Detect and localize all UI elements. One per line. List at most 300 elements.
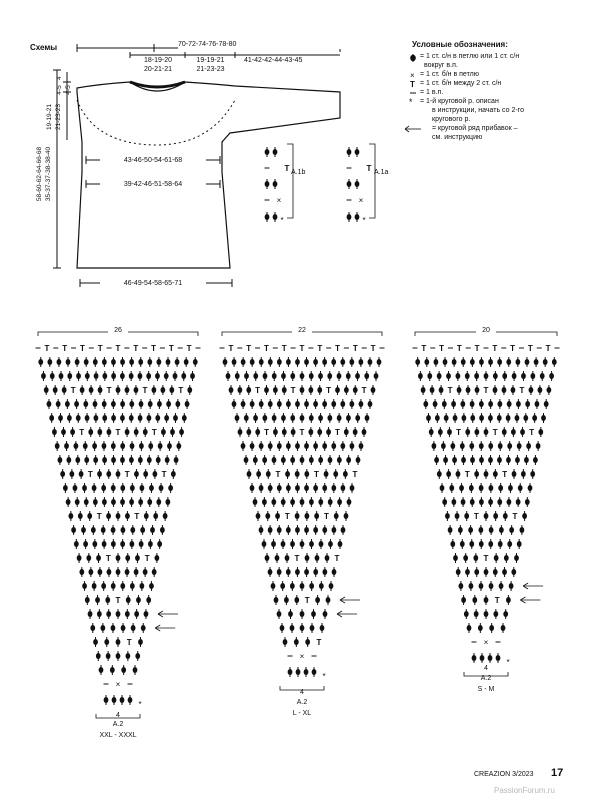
dc-stitch-symbol (421, 385, 426, 395)
dc-stitch-symbol (166, 399, 171, 409)
dc-stitch-symbol (274, 595, 279, 605)
dc-stitch-symbol (92, 483, 97, 493)
neck-left-line1: 18-19-20 (143, 57, 173, 64)
dc-stitch-symbol (465, 427, 470, 437)
dc-stitch-symbol (93, 497, 98, 507)
dc-stitch-symbol (430, 385, 435, 395)
sc-between-symbol: T (529, 428, 535, 437)
dc-stitch-symbol (65, 399, 70, 409)
dc-stitch-symbol (164, 371, 169, 381)
dc-stitch-symbol (84, 497, 89, 507)
dc-stitch-symbol (106, 651, 111, 661)
dc-stitch-symbol (268, 483, 273, 493)
dc-stitch-symbol (536, 441, 541, 451)
dc-stitch-symbol (532, 413, 537, 423)
footer-magazine: CREAZION 3/2023 (474, 771, 534, 778)
dc-stitch-symbol (128, 695, 133, 705)
dc-stitch-symbol (241, 441, 246, 451)
dc-stitch-symbol (300, 609, 305, 619)
dc-stitch-symbol (290, 581, 295, 591)
vert-small-1: 4 (56, 76, 63, 80)
dc-stitch-symbol (104, 695, 109, 705)
chart2-name: A.2 (296, 699, 308, 706)
dc-stitch-symbol (453, 413, 458, 423)
dc-stitch-symbol (152, 469, 157, 479)
dc-stitch-symbol (272, 371, 277, 381)
dc-stitch-symbol (129, 371, 134, 381)
dc-stitch-symbol (169, 385, 174, 395)
dc-stitch-symbol (157, 539, 162, 549)
dc-stitch-symbol (329, 581, 334, 591)
dc-stitch-symbol (134, 609, 139, 619)
dc-stitch-symbol (497, 399, 502, 409)
dc-stitch-symbol (439, 385, 444, 395)
dc-stitch-symbol (460, 399, 465, 409)
dc-stitch-symbol (281, 497, 286, 507)
dc-stitch-symbol (226, 371, 231, 381)
dc-stitch-symbol (160, 385, 165, 395)
dc-stitch-symbol (488, 539, 493, 549)
dc-stitch-symbol (446, 469, 451, 479)
dc-stitch-symbol (313, 399, 318, 409)
dc-stitch-symbol (300, 385, 305, 395)
increase-row-arrow (155, 625, 175, 631)
dc-stitch-symbol (155, 413, 160, 423)
neck-left-line2: 20-21-21 (143, 66, 173, 73)
dc-stitch-symbol (277, 441, 282, 451)
dc-stitch-symbol (126, 595, 131, 605)
legend-line-6: = 1-й круговой р. описан (420, 98, 499, 105)
dc-stitch-symbol (331, 483, 336, 493)
dc-stitch-symbol (129, 399, 134, 409)
dc-stitch-symbol (346, 455, 351, 465)
sc-between-symbol: T (105, 554, 111, 563)
sc-between-symbol: T (334, 428, 340, 437)
dc-stitch-symbol (66, 497, 71, 507)
dc-stitch-symbol (130, 441, 135, 451)
dc-stitch-symbol (305, 637, 310, 647)
dc-stitch-symbol (150, 525, 155, 535)
dc-stitch-symbol (459, 581, 464, 591)
dc-stitch-symbol (75, 497, 80, 507)
dc-stitch-symbol (318, 413, 323, 423)
dc-stitch-symbol (461, 497, 466, 507)
dc-stitch-symbol (498, 539, 503, 549)
sc-between-symbol: T (334, 554, 340, 563)
dc-stitch-symbol (148, 399, 153, 409)
dc-stitch-symbol (288, 667, 293, 677)
dc-stitch-symbol (444, 413, 449, 423)
dc-stitch-symbol (85, 371, 90, 381)
dc-stitch-symbol (311, 609, 316, 619)
dc-stitch-symbol (294, 637, 299, 647)
dc-stitch-symbol (474, 371, 479, 381)
dc-stitch-symbol (479, 581, 484, 591)
dc-stitch-symbol (325, 553, 330, 563)
page-title: Схемы (30, 43, 58, 52)
dc-stitch-symbol (111, 357, 116, 367)
dc-stitch-symbol (474, 469, 479, 479)
dc-stitch-symbol (102, 441, 107, 451)
dc-stitch-symbol (175, 399, 180, 409)
dc-stitch-symbol (246, 427, 251, 437)
dc-stitch-symbol (456, 469, 461, 479)
dc-stitch-symbol (349, 357, 354, 367)
dc-stitch-symbol (105, 595, 110, 605)
sc-between-symbol: T (106, 386, 112, 395)
dc-stitch-symbol (116, 385, 121, 395)
dc-stitch-symbol (106, 469, 111, 479)
dc-stitch-symbol (170, 427, 175, 437)
dc-stitch-symbol (58, 455, 63, 465)
dc-stitch-symbol (295, 483, 300, 493)
dc-stitch-symbol (273, 427, 278, 437)
dc-stitch-symbol (281, 413, 286, 423)
dc-stitch-symbol (101, 581, 106, 591)
sc-between-symbol: T (366, 164, 372, 173)
sleeve-length-label: 41-42-42-44-43-45 (244, 57, 303, 64)
dc-stitch-symbol (547, 385, 552, 395)
dc-stitch-symbol (129, 413, 134, 423)
dc-stitch-symbol (504, 553, 509, 563)
dc-stitch-symbol (69, 469, 74, 479)
dc-stitch-symbol (50, 371, 55, 381)
dc-stitch-symbol (450, 441, 455, 451)
dc-stitch-symbol (272, 413, 277, 423)
dc-stitch-symbol (328, 497, 333, 507)
dc-stitch-symbol (317, 427, 322, 437)
dc-stitch-symbol (235, 413, 240, 423)
dc-stitch-symbol (85, 413, 90, 423)
dc-stitch-symbol (167, 441, 172, 451)
dc-stitch-symbol (147, 497, 152, 507)
dc-stitch-symbol (300, 581, 305, 591)
dc-stitch-symbol (332, 567, 337, 577)
dc-stitch-symbol (538, 427, 543, 437)
dc-stitch-symbol (511, 385, 516, 395)
sc-between-symbol: T (79, 344, 85, 353)
dc-stitch-symbol (534, 357, 539, 367)
dc-stitch-symbol (443, 357, 448, 367)
dc-stitch-symbol (87, 511, 92, 521)
dc-stitch-symbol (111, 399, 116, 409)
dc-stitch-symbol (88, 609, 93, 619)
dc-stitch-symbol (166, 357, 171, 367)
dc-stitch-symbol (116, 511, 121, 521)
dc-stitch-symbol (304, 667, 309, 677)
dc-stitch-symbol (102, 357, 107, 367)
dc-stitch-symbol (58, 413, 63, 423)
dc-stitch-symbol (235, 371, 240, 381)
dc-stitch-symbol (472, 653, 477, 663)
dc-stitch-symbol (521, 469, 526, 479)
dc-stitch-symbol (106, 511, 111, 521)
dc-stitch-symbol (514, 553, 519, 563)
dc-stitch-symbol (448, 525, 453, 535)
sc-between-symbol: T (115, 344, 121, 353)
dc-stitch-symbol (315, 595, 320, 605)
dc-stitch-symbol (314, 511, 319, 521)
dc-stitch-symbol (503, 609, 508, 619)
sc-between-symbol: T (284, 512, 290, 521)
sc-between-symbol: T (133, 344, 139, 353)
sc-between-symbol: T (492, 344, 498, 353)
dc-stitch-symbol (502, 385, 507, 395)
dc-stitch-symbol (102, 399, 107, 409)
dc-stitch-symbol (63, 483, 68, 493)
dc-stitch-symbol (82, 581, 87, 591)
dc-stitch-symbol (455, 511, 460, 521)
dc-stitch-symbol (290, 539, 295, 549)
dc-stitch-symbol (250, 399, 255, 409)
dc-stitch-symbol (452, 455, 457, 465)
dc-stitch-symbol (193, 357, 198, 367)
dc-stitch-symbol (273, 147, 278, 157)
dc-stitch-symbol (355, 147, 360, 157)
dc-stitch-symbol (337, 497, 342, 507)
dc-stitch-symbol (148, 539, 153, 549)
svg-text:T: T (410, 80, 415, 89)
dc-stitch-symbol (340, 357, 345, 367)
sc-between-symbol: T (168, 344, 174, 353)
dc-stitch-symbol (446, 371, 451, 381)
dc-stitch-symbol (130, 581, 135, 591)
sc-between-symbol: T (142, 386, 148, 395)
dc-stitch-symbol (530, 469, 535, 479)
small-stitch-charts (255, 140, 395, 235)
dc-stitch-symbol (232, 399, 237, 409)
dc-stitch-symbol (157, 357, 162, 367)
dc-stitch-symbol (349, 399, 354, 409)
dc-stitch-symbol (120, 695, 125, 705)
chart1-width-label: 26 (108, 326, 128, 335)
dc-stitch-symbol (111, 497, 116, 507)
dc-stitch-symbol (355, 212, 360, 222)
dc-stitch-symbol (442, 399, 447, 409)
dc-stitch-symbol (232, 357, 237, 367)
dc-stitch-symbol (266, 469, 271, 479)
dc-stitch-symbol (271, 581, 276, 591)
dc-stitch-symbol (474, 427, 479, 437)
dc-stitch-symbol (525, 399, 530, 409)
dc-stitch-symbol (315, 553, 320, 563)
dc-stitch-symbol (516, 497, 521, 507)
dc-stitch-symbol (479, 539, 484, 549)
dc-stitch-symbol (501, 623, 506, 633)
dc-stitch-symbol (353, 427, 358, 437)
sc-symbol: × (483, 638, 489, 647)
dc-stitch-symbol (120, 399, 125, 409)
dc-stitch-symbol (125, 427, 130, 437)
dc-stitch-symbol (92, 441, 97, 451)
dc-stitch-symbol (494, 553, 499, 563)
dc-stitch-symbol (377, 357, 382, 367)
dc-stitch-symbol (147, 413, 152, 423)
chart-a1a-label: A.1a (374, 169, 389, 176)
dc-stitch-symbol (478, 623, 483, 633)
dc-stitch-symbol (464, 609, 469, 619)
dc-stitch-symbol (337, 371, 342, 381)
legend-line-9: = круговой ряд прибавок – (432, 125, 518, 132)
dc-stitch-symbol (506, 357, 511, 367)
dc-stitch-symbol (470, 455, 475, 465)
dc-stitch-symbol (120, 357, 125, 367)
dc-stitch-symbol (75, 455, 80, 465)
dc-stitch-symbol (331, 525, 336, 535)
dc-stitch-symbol (522, 511, 527, 521)
dc-stitch-symbol (59, 371, 64, 381)
dc-stitch-symbol (99, 665, 104, 675)
dc-stitch-symbol (479, 455, 484, 465)
dc-stitch-symbol (295, 511, 300, 521)
dc-stitch-symbol (89, 385, 94, 395)
dc-stitch-symbol (318, 371, 323, 381)
dc-stitch-symbol (156, 455, 161, 465)
sc-between-symbol: T (151, 344, 157, 353)
dc-stitch-symbol (125, 609, 130, 619)
start-round-symbol: * (322, 672, 326, 681)
dc-stitch-symbol (434, 357, 439, 367)
dc-stitch-symbol (155, 553, 160, 563)
dc-stitch-symbol (151, 385, 156, 395)
dc-stitch-symbol (268, 525, 273, 535)
dc-stitch-symbol (308, 385, 313, 395)
sc-between-symbol: T (474, 344, 480, 353)
dc-stitch-symbol (473, 553, 478, 563)
dc-stitch-symbol (157, 399, 162, 409)
sc-between-symbol: T (275, 470, 281, 479)
dc-stitch-symbol (111, 483, 116, 493)
legend-line-10: см. инструкцию (432, 134, 483, 141)
sc-between-symbol: T (264, 428, 270, 437)
sc-between-symbol: T (456, 344, 462, 353)
dc-stitch-symbol (79, 567, 84, 577)
dc-stitch-symbol (280, 581, 285, 591)
dc-stitch-symbol (120, 539, 125, 549)
dc-stitch-symbol (309, 455, 314, 465)
dc-stitch-symbol (326, 595, 331, 605)
dc-stitch-symbol (140, 525, 145, 535)
dc-stitch-symbol (525, 497, 530, 507)
dc-stitch-symbol (250, 357, 255, 367)
dc-stitch-symbol (368, 399, 373, 409)
dc-stitch-symbol (359, 399, 364, 409)
dc-stitch-symbol (140, 483, 145, 493)
legend-line-8: кругового р. (432, 116, 471, 123)
dc-stitch-symbol (469, 581, 474, 591)
dc-stitch-symbol (313, 525, 318, 535)
dc-stitch-symbol (98, 567, 103, 577)
dc-stitch-symbol (496, 653, 501, 663)
dc-stitch-symbol (552, 357, 557, 367)
dc-stitch-symbol (62, 385, 67, 395)
dc-stitch-symbol (488, 399, 493, 409)
dc-stitch-symbol (426, 413, 431, 423)
dc-stitch-symbol (76, 413, 81, 423)
dc-stitch-symbol (277, 399, 282, 409)
chart2-bottom-label: 4 (300, 689, 304, 696)
sc-between-symbol: T (255, 386, 261, 395)
dc-stitch-symbol (135, 553, 140, 563)
chart-a1b-label: A.1b (291, 169, 306, 176)
dc-stitch-symbol (326, 427, 331, 437)
dc-stitch-symbol (138, 371, 143, 381)
dc-stitch-symbol (96, 651, 101, 661)
sc-between-symbol: T (87, 470, 93, 479)
dc-stitch-symbol (434, 455, 439, 465)
dc-stitch-symbol (104, 637, 109, 647)
dc-stitch-symbol (281, 371, 286, 381)
dc-stitch-symbol (259, 483, 264, 493)
dc-stitch-symbol (74, 399, 79, 409)
dc-stitch-symbol (291, 427, 296, 437)
dc-stitch-symbol (475, 385, 480, 395)
dc-stitch-symbol (125, 651, 130, 661)
legend-line-3: = 1 ст. б/н в петлю (420, 71, 479, 78)
start-round-symbol: * (506, 658, 510, 667)
chart2-width-label: 22 (292, 326, 312, 335)
footer-page-number: 17 (551, 767, 564, 779)
dc-stitch-symbol (493, 609, 498, 619)
dc-stitch-symbol (309, 413, 314, 423)
dc-stitch-symbol (134, 469, 139, 479)
dc-stitch-symbol (268, 567, 273, 577)
dc-stitch-symbol (451, 497, 456, 507)
dc-stitch-symbol (125, 385, 130, 395)
dc-stitch-symbol (281, 455, 286, 465)
chart-repeat-bracket (284, 144, 293, 218)
dc-stitch-symbol (52, 427, 57, 437)
dc-stitch-symbol (158, 441, 163, 451)
dc-stitch-symbol (102, 371, 107, 381)
dc-stitch-symbol (300, 413, 305, 423)
dc-stitch-symbol (148, 441, 153, 451)
dc-stitch-symbol (85, 595, 90, 605)
dc-stitch-symbol (438, 427, 443, 437)
sc-between-symbol: T (290, 386, 296, 395)
dc-stitch-symbol (135, 651, 140, 661)
dc-stitch-symbol (134, 385, 139, 395)
chest-width-label: 43-46-50-54-61-68 (100, 156, 206, 165)
dc-stitch-symbol (347, 179, 352, 189)
dc-stitch-symbol (130, 525, 135, 535)
dc-stitch-symbol (120, 413, 125, 423)
dc-stitch-symbol (107, 427, 112, 437)
dc-stitch-symbol (271, 539, 276, 549)
dc-stitch-symbol (488, 497, 493, 507)
dc-stitch-symbol (497, 455, 502, 465)
increase-row-arrow (337, 611, 357, 617)
dc-stitch-symbol (313, 441, 318, 451)
dc-stitch-symbol (479, 413, 484, 423)
dc-stitch-symbol (153, 511, 158, 521)
dc-stitch-symbol (544, 399, 549, 409)
dc-stitch-symbol (432, 441, 437, 451)
dc-stitch-symbol (309, 539, 314, 549)
dc-stitch-symbol (111, 413, 116, 423)
dc-stitch-symbol (259, 441, 264, 451)
dc-stitch-symbol (68, 511, 73, 521)
dc-stitch-symbol (125, 567, 130, 577)
dc-stitch-symbol (502, 371, 507, 381)
dc-stitch-symbol (484, 427, 489, 437)
dc-stitch-symbol (253, 371, 258, 381)
dc-stitch-symbol (337, 455, 342, 465)
dc-stitch-symbol (82, 483, 87, 493)
dc-stitch-symbol (418, 371, 423, 381)
sc-between-symbol: T (228, 344, 234, 353)
dc-stitch-symbol (474, 567, 479, 577)
